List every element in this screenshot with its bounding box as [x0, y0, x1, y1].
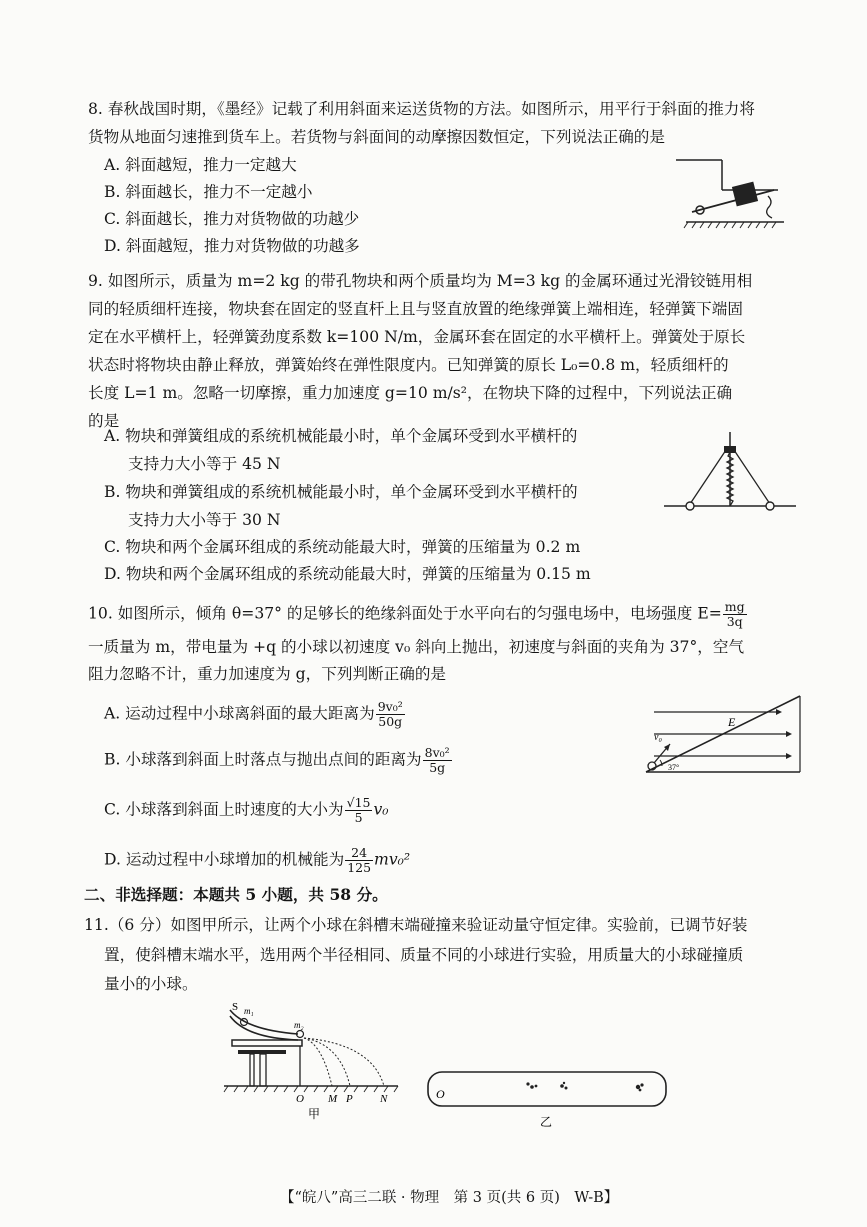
- q10-option-b-num: 8v₀²: [424, 745, 450, 760]
- q10-field-den: 3q: [726, 614, 743, 629]
- q10-fig-angle-label: 37°: [668, 763, 680, 772]
- q10-field-num: mg: [724, 599, 745, 614]
- q9-stem-line-4: 状态时将物块由静止释放，弹簧始终在弹性限度内。已知弹簧的原长 L₀=0.8 m，轻质细杆的: [88, 356, 729, 374]
- q9-stem-line-3: 定在水平横杆上，轻弹簧劲度系数 k=100 N/m，金属环套在固定的水平横杆上。弹簧处于原长: [88, 328, 746, 346]
- page-footer: 【“皖八”高三二联 · 物理 第 3 页(共 6 页) W-B】: [280, 1190, 619, 1206]
- q8-ramp-truck-figure: [672, 152, 800, 236]
- q11-stem-line-1: 11.（6 分）如图甲所示，让两个小球在斜槽末端碰撞来验证动量守恒定律。实验前，已调节好装: [84, 916, 748, 934]
- q9-option-d: D. 物块和两个金属环组成的系统动能最大时，弹簧的压缩量为 0.15 m: [104, 565, 591, 583]
- q9-stem-line-1: 9. 如图所示，质量为 m=2 kg 的带孔物块和两个质量均为 M=3 kg 的金属环通过光滑铰链用相: [88, 272, 753, 290]
- q8-option-b: B. 斜面越长，推力不一定越小: [104, 183, 313, 201]
- q10-option-d-num: 24: [345, 846, 373, 861]
- q11-fig-m2-label: m₂: [294, 1020, 304, 1030]
- q8-stem-line-1: 8. 春秋战国时期，《墨经》记载了利用斜面来运送货物的方法。如图所示，用平行于斜面的推力将: [88, 100, 755, 118]
- q10-option-d-tail: mv₀²: [374, 850, 411, 869]
- q8-option-a: A. 斜面越短，推力一定越大: [104, 156, 297, 174]
- q10-fig-e-label: E: [728, 715, 736, 729]
- q9-stem-line-5: 长度 L=1 m。忽略一切摩擦，重力加速度 g=10 m/s²，在物块下降的过程中，下列说法正确: [88, 384, 733, 402]
- q10-option-d-text: D. 运动过程中小球增加的机械能为: [104, 850, 345, 869]
- q8-option-c: C. 斜面越长，推力对货物做的功越少: [104, 210, 360, 228]
- q10-option-c-den: 5: [354, 810, 363, 825]
- q9-option-a: A. 物块和弹簧组成的系统机械能最小时，单个金属环受到水平横杆的: [104, 427, 578, 445]
- q10-stem-line-1: [88, 600, 748, 629]
- q11-stem-line-3: 量小的小球。: [104, 975, 198, 993]
- q9-stem-line-6: 的是: [88, 412, 120, 430]
- q10-option-c-fraction: [345, 796, 373, 825]
- q9-stem-line-2: 同的轻质细杆连接，物块套在固定的竖直杆上且与竖直放置的绝缘弹簧上端相连，轻弹簧下端固: [88, 300, 743, 318]
- q10-stem-text-1: 10. 如图所示，倾角 θ=37° 的足够长的绝缘斜面处于水平向右的匀强电场中，电场强度 E=: [88, 604, 722, 623]
- q11-fig-m1-label: m₁: [244, 1006, 254, 1016]
- q10-stem-line-2: 一质量为 m，带电量为 +q 的小球以初速度 v₀ 斜向上抛出，初速度与斜面的夹角为 37°，空气: [88, 638, 745, 656]
- q10-option-d-fraction: [345, 846, 373, 875]
- q8-option-d: D. 斜面越短，推力对货物做的功越多: [104, 237, 360, 255]
- q11-fig-jia-caption: 甲: [308, 1107, 321, 1121]
- q10-incline-field-figure: [640, 690, 808, 782]
- q10-field-fraction: [723, 600, 747, 629]
- q10-option-d: [104, 846, 410, 875]
- q11-fig-p-label: P: [346, 1093, 353, 1105]
- q9-option-b: B. 物块和弹簧组成的系统机械能最小时，单个金属环受到水平横杆的: [104, 483, 578, 501]
- q11-fig-n-label: N: [380, 1093, 388, 1105]
- q11-yi-o-label: O: [436, 1087, 445, 1101]
- q10-option-c: [104, 796, 389, 825]
- q9-option-a-cont: 支持力大小等于 45 N: [128, 455, 281, 473]
- section-2-heading: 二、非选择题：本题共 5 小题，共 58 分。: [84, 885, 388, 904]
- q11-figure-yi: [424, 1068, 670, 1132]
- q10-fig-v0-label: v₀: [654, 732, 662, 743]
- q9-option-b-cont: 支持力大小等于 30 N: [128, 511, 281, 529]
- q10-option-a: [104, 700, 406, 729]
- q11-fig-m-label: M: [328, 1093, 338, 1105]
- q10-option-b-text: B. 小球落到斜面上时落点与抛出点间的距离为: [104, 750, 422, 769]
- q10-option-d-den: 125: [347, 860, 372, 875]
- q10-option-b-den: 5g: [429, 760, 446, 775]
- q11-figure-jia: [222, 1000, 402, 1124]
- q10-option-a-den: 50g: [378, 714, 403, 729]
- q10-stem-line-3: 阻力忽略不计，重力加速度为 g，下列判断正确的是: [88, 665, 447, 683]
- q10-option-c-text: C. 小球落到斜面上时速度的大小为: [104, 800, 344, 819]
- q11-fig-s-label: S: [232, 1001, 239, 1013]
- q11-fig-o-label: O: [296, 1093, 304, 1105]
- q10-option-c-num: √15: [346, 795, 371, 810]
- q10-option-b: [104, 746, 453, 775]
- q10-option-a-fraction: [376, 700, 405, 729]
- q10-option-a-text: A. 运动过程中小球离斜面的最大距离为: [104, 704, 375, 723]
- q11-fig-yi-caption: 乙: [540, 1115, 553, 1129]
- q10-option-a-num: 9v₀²: [377, 699, 403, 714]
- q11-stem-line-2: 置，使斜槽末端水平，选用两个半径相同、质量不同的小球进行实验，用质量大的小球碰撞质: [104, 946, 744, 964]
- q10-option-c-tail: v₀: [373, 800, 389, 819]
- q9-option-c: C. 物块和两个金属环组成的系统动能最大时，弹簧的压缩量为 0.2 m: [104, 538, 581, 556]
- q9-spring-rings-figure: [660, 428, 800, 520]
- q8-stem-line-2: 货物从地面匀速推到货车上。若货物与斜面间的动摩擦因数恒定，下列说法正确的是: [88, 128, 665, 146]
- q10-option-b-fraction: [423, 746, 452, 775]
